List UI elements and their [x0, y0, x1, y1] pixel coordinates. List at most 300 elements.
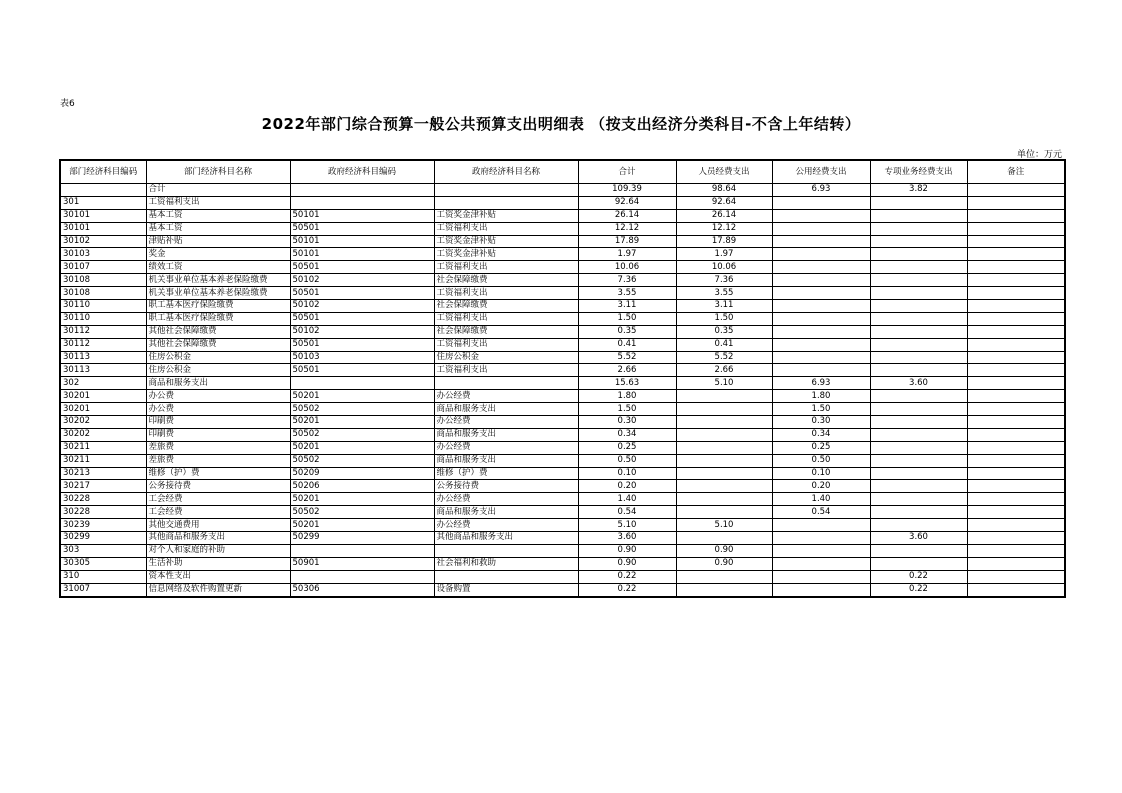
cell-remarks — [967, 235, 1065, 248]
table-body — [60, 184, 1065, 597]
cell-total: 0.30 — [578, 416, 676, 429]
cell-gov-econ-code — [290, 377, 434, 390]
cell-public: 0.20 — [772, 480, 870, 493]
cell-remarks — [967, 519, 1065, 532]
cell-gov-econ-code: 50102 — [290, 274, 434, 287]
cell-dept-econ-code: 30110 — [60, 300, 146, 313]
cell-gov-econ-name: 社会保障缴费 — [434, 274, 578, 287]
cell-gov-econ-code: 50501 — [290, 287, 434, 300]
cell-dept-econ-name: 对个人和家庭的补助 — [146, 544, 290, 557]
cell-dept-econ-code: 30107 — [60, 261, 146, 274]
cell-special — [870, 416, 967, 429]
cell-personnel: 17.89 — [676, 235, 772, 248]
cell-dept-econ-code: 30112 — [60, 325, 146, 338]
cell-total: 0.90 — [578, 544, 676, 557]
cell-gov-econ-name: 工资奖金津补贴 — [434, 235, 578, 248]
table-header-row — [60, 160, 1065, 184]
cell-remarks — [967, 390, 1065, 403]
cell-gov-econ-code: 50102 — [290, 325, 434, 338]
cell-gov-econ-name — [434, 377, 578, 390]
cell-dept-econ-name: 差旅费 — [146, 441, 290, 454]
header-remarks: 备注 — [967, 160, 1065, 184]
cell-gov-econ-code — [290, 570, 434, 583]
cell-gov-econ-code: 50201 — [290, 493, 434, 506]
table-row — [60, 428, 1065, 441]
cell-remarks — [967, 544, 1065, 557]
cell-public — [772, 235, 870, 248]
cell-dept-econ-code: 30112 — [60, 338, 146, 351]
cell-personnel: 92.64 — [676, 196, 772, 209]
cell-personnel: 2.66 — [676, 364, 772, 377]
cell-total: 26.14 — [578, 209, 676, 222]
cell-dept-econ-name: 其他社会保障缴费 — [146, 325, 290, 338]
header-gov-econ-name: 政府经济科目名称 — [434, 160, 578, 184]
cell-dept-econ-code: 30113 — [60, 364, 146, 377]
table-row — [60, 441, 1065, 454]
cell-public — [772, 312, 870, 325]
cell-gov-econ-name: 办公经费 — [434, 493, 578, 506]
cell-total: 0.25 — [578, 441, 676, 454]
cell-remarks — [967, 570, 1065, 583]
cell-gov-econ-name: 工资福利支出 — [434, 364, 578, 377]
cell-gov-econ-name: 设备购置 — [434, 583, 578, 596]
cell-personnel: 5.10 — [676, 377, 772, 390]
cell-remarks — [967, 184, 1065, 197]
unit-label: 单位：万元 — [1016, 150, 1062, 160]
cell-gov-econ-name: 工资福利支出 — [434, 312, 578, 325]
cell-public — [772, 544, 870, 557]
cell-gov-econ-name: 办公经费 — [434, 519, 578, 532]
table-row — [60, 454, 1065, 467]
cell-gov-econ-code: 50102 — [290, 300, 434, 313]
cell-gov-econ-code: 50501 — [290, 222, 434, 235]
cell-special — [870, 222, 967, 235]
cell-personnel — [676, 532, 772, 545]
header-gov-econ-code: 政府经济科目编码 — [290, 160, 434, 184]
cell-gov-econ-code: 50502 — [290, 506, 434, 519]
cell-dept-econ-code: 30202 — [60, 416, 146, 429]
cell-gov-econ-name: 社会保障缴费 — [434, 300, 578, 313]
cell-gov-econ-name — [434, 184, 578, 197]
cell-special — [870, 441, 967, 454]
header-public: 公用经费支出 — [772, 160, 870, 184]
table-row — [60, 235, 1065, 248]
cell-total: 0.90 — [578, 557, 676, 570]
cell-public — [772, 532, 870, 545]
cell-personnel — [676, 506, 772, 519]
cell-remarks — [967, 248, 1065, 261]
cell-dept-econ-name: 基本工资 — [146, 222, 290, 235]
cell-gov-econ-code: 50501 — [290, 261, 434, 274]
cell-dept-econ-name: 印刷费 — [146, 428, 290, 441]
cell-public — [772, 209, 870, 222]
cell-special: 0.22 — [870, 583, 967, 596]
table-row — [60, 532, 1065, 545]
cell-remarks — [967, 209, 1065, 222]
cell-special — [870, 544, 967, 557]
table-row — [60, 557, 1065, 570]
cell-dept-econ-code: 30110 — [60, 312, 146, 325]
cell-remarks — [967, 196, 1065, 209]
cell-special — [870, 506, 967, 519]
table-row — [60, 506, 1065, 519]
table-row — [60, 196, 1065, 209]
table-row — [60, 325, 1065, 338]
cell-dept-econ-name: 津贴补贴 — [146, 235, 290, 248]
cell-personnel — [676, 390, 772, 403]
cell-total: 1.80 — [578, 390, 676, 403]
cell-personnel: 3.11 — [676, 300, 772, 313]
cell-special — [870, 428, 967, 441]
table-row — [60, 480, 1065, 493]
cell-dept-econ-code: 30228 — [60, 493, 146, 506]
cell-remarks — [967, 300, 1065, 313]
cell-public: 0.34 — [772, 428, 870, 441]
cell-special — [870, 338, 967, 351]
cell-dept-econ-code: 30239 — [60, 519, 146, 532]
cell-gov-econ-code — [290, 196, 434, 209]
cell-gov-econ-name: 商品和服务支出 — [434, 506, 578, 519]
cell-total: 0.35 — [578, 325, 676, 338]
cell-special — [870, 209, 967, 222]
cell-public — [772, 261, 870, 274]
cell-total: 0.34 — [578, 428, 676, 441]
cell-public — [772, 557, 870, 570]
cell-gov-econ-code: 50206 — [290, 480, 434, 493]
table-row — [60, 390, 1065, 403]
cell-public: 1.80 — [772, 390, 870, 403]
cell-gov-econ-code: 50101 — [290, 209, 434, 222]
cell-dept-econ-name: 其他交通费用 — [146, 519, 290, 532]
cell-special — [870, 274, 967, 287]
table-row — [60, 364, 1065, 377]
cell-remarks — [967, 428, 1065, 441]
cell-remarks — [967, 377, 1065, 390]
cell-public: 1.40 — [772, 493, 870, 506]
cell-dept-econ-code: 30201 — [60, 403, 146, 416]
cell-total: 0.41 — [578, 338, 676, 351]
cell-total: 1.97 — [578, 248, 676, 261]
cell-gov-econ-code — [290, 544, 434, 557]
cell-dept-econ-code: 30202 — [60, 428, 146, 441]
cell-dept-econ-name: 其他商品和服务支出 — [146, 532, 290, 545]
cell-total: 2.66 — [578, 364, 676, 377]
cell-special — [870, 351, 967, 364]
cell-gov-econ-name: 公务接待费 — [434, 480, 578, 493]
header-dept-econ-code: 部门经济科目编码 — [60, 160, 146, 184]
cell-public — [772, 248, 870, 261]
table-number: 表6 — [60, 99, 75, 109]
cell-gov-econ-code: 50101 — [290, 248, 434, 261]
cell-public — [772, 287, 870, 300]
cell-gov-econ-name: 办公经费 — [434, 441, 578, 454]
cell-dept-econ-name: 合计 — [146, 184, 290, 197]
table-row — [60, 570, 1065, 583]
table-row — [60, 300, 1065, 313]
table-row — [60, 377, 1065, 390]
cell-special — [870, 467, 967, 480]
cell-dept-econ-code — [60, 184, 146, 197]
cell-remarks — [967, 441, 1065, 454]
cell-dept-econ-code: 30108 — [60, 287, 146, 300]
cell-gov-econ-name — [434, 570, 578, 583]
table-row — [60, 248, 1065, 261]
cell-special — [870, 300, 967, 313]
cell-public — [772, 583, 870, 596]
cell-dept-econ-name: 绩效工资 — [146, 261, 290, 274]
cell-dept-econ-name: 职工基本医疗保险缴费 — [146, 300, 290, 313]
budget-table — [59, 159, 1066, 598]
cell-dept-econ-name: 基本工资 — [146, 209, 290, 222]
table-row — [60, 338, 1065, 351]
cell-total: 109.39 — [578, 184, 676, 197]
cell-public — [772, 351, 870, 364]
table-row — [60, 287, 1065, 300]
cell-gov-econ-code: 50201 — [290, 390, 434, 403]
cell-public — [772, 570, 870, 583]
cell-personnel: 0.41 — [676, 338, 772, 351]
cell-public: 0.25 — [772, 441, 870, 454]
cell-remarks — [967, 493, 1065, 506]
cell-public — [772, 274, 870, 287]
cell-dept-econ-name: 机关事业单位基本养老保险缴费 — [146, 274, 290, 287]
cell-dept-econ-code: 30228 — [60, 506, 146, 519]
cell-special — [870, 364, 967, 377]
table-row — [60, 403, 1065, 416]
cell-remarks — [967, 467, 1065, 480]
cell-dept-econ-name: 生活补助 — [146, 557, 290, 570]
cell-special — [870, 403, 967, 416]
cell-gov-econ-code: 50502 — [290, 454, 434, 467]
cell-remarks — [967, 454, 1065, 467]
cell-personnel: 7.36 — [676, 274, 772, 287]
cell-special — [870, 196, 967, 209]
cell-remarks — [967, 364, 1065, 377]
cell-dept-econ-code: 30217 — [60, 480, 146, 493]
cell-dept-econ-code: 30211 — [60, 454, 146, 467]
cell-personnel — [676, 583, 772, 596]
cell-personnel: 1.97 — [676, 248, 772, 261]
table-row — [60, 184, 1065, 197]
cell-special — [870, 312, 967, 325]
cell-dept-econ-code: 30213 — [60, 467, 146, 480]
cell-gov-econ-name: 社会保障缴费 — [434, 325, 578, 338]
cell-dept-econ-name: 信息网络及软件购置更新 — [146, 583, 290, 596]
cell-personnel: 10.06 — [676, 261, 772, 274]
cell-total: 12.12 — [578, 222, 676, 235]
cell-total: 92.64 — [578, 196, 676, 209]
cell-gov-econ-name — [434, 544, 578, 557]
cell-total: 0.54 — [578, 506, 676, 519]
cell-public: 0.10 — [772, 467, 870, 480]
cell-personnel: 0.35 — [676, 325, 772, 338]
cell-gov-econ-code — [290, 184, 434, 197]
cell-gov-econ-name: 商品和服务支出 — [434, 428, 578, 441]
cell-gov-econ-code: 50201 — [290, 441, 434, 454]
cell-dept-econ-code: 30211 — [60, 441, 146, 454]
cell-dept-econ-code: 30102 — [60, 235, 146, 248]
cell-remarks — [967, 325, 1065, 338]
cell-gov-econ-code: 50201 — [290, 416, 434, 429]
cell-total: 0.22 — [578, 583, 676, 596]
cell-public — [772, 364, 870, 377]
cell-total: 1.40 — [578, 493, 676, 506]
cell-personnel — [676, 493, 772, 506]
cell-dept-econ-name: 商品和服务支出 — [146, 377, 290, 390]
header-total: 合计 — [578, 160, 676, 184]
cell-dept-econ-code: 301 — [60, 196, 146, 209]
cell-remarks — [967, 532, 1065, 545]
cell-special — [870, 287, 967, 300]
cell-dept-econ-name: 资本性支出 — [146, 570, 290, 583]
cell-dept-econ-name: 职工基本医疗保险缴费 — [146, 312, 290, 325]
cell-total: 0.50 — [578, 454, 676, 467]
cell-gov-econ-code: 50501 — [290, 364, 434, 377]
cell-remarks — [967, 287, 1065, 300]
header-dept-econ-name: 部门经济科目名称 — [146, 160, 290, 184]
cell-total: 10.06 — [578, 261, 676, 274]
cell-special — [870, 261, 967, 274]
cell-personnel: 26.14 — [676, 209, 772, 222]
cell-personnel — [676, 570, 772, 583]
cell-remarks — [967, 274, 1065, 287]
cell-total: 7.36 — [578, 274, 676, 287]
table-row — [60, 222, 1065, 235]
cell-total: 0.20 — [578, 480, 676, 493]
cell-gov-econ-code: 50502 — [290, 403, 434, 416]
cell-gov-econ-name: 办公经费 — [434, 416, 578, 429]
cell-gov-econ-name: 办公经费 — [434, 390, 578, 403]
cell-public: 6.93 — [772, 184, 870, 197]
cell-total: 3.55 — [578, 287, 676, 300]
cell-special — [870, 493, 967, 506]
cell-gov-econ-name: 工资福利支出 — [434, 222, 578, 235]
cell-dept-econ-code: 31007 — [60, 583, 146, 596]
cell-total: 1.50 — [578, 403, 676, 416]
cell-remarks — [967, 351, 1065, 364]
cell-dept-econ-code: 30101 — [60, 222, 146, 235]
cell-dept-econ-name: 印刷费 — [146, 416, 290, 429]
cell-personnel: 0.90 — [676, 544, 772, 557]
cell-gov-econ-name: 工资奖金津补贴 — [434, 209, 578, 222]
cell-remarks — [967, 338, 1065, 351]
cell-dept-econ-name: 工会经费 — [146, 506, 290, 519]
cell-personnel — [676, 403, 772, 416]
cell-dept-econ-code: 30299 — [60, 532, 146, 545]
cell-dept-econ-name: 工会经费 — [146, 493, 290, 506]
cell-gov-econ-code: 50306 — [290, 583, 434, 596]
table-row — [60, 583, 1065, 596]
cell-dept-econ-code: 30201 — [60, 390, 146, 403]
page-title: 2022年部门综合预算一般公共预算支出明细表 （按支出经济分类科目-不含上年结转） — [261, 115, 861, 133]
cell-dept-econ-code: 30113 — [60, 351, 146, 364]
cell-total: 17.89 — [578, 235, 676, 248]
cell-dept-econ-code: 30108 — [60, 274, 146, 287]
cell-gov-econ-name: 工资奖金津补贴 — [434, 248, 578, 261]
cell-gov-econ-code: 50502 — [290, 428, 434, 441]
cell-total: 0.10 — [578, 467, 676, 480]
cell-gov-econ-code: 50501 — [290, 312, 434, 325]
cell-gov-econ-code: 50209 — [290, 467, 434, 480]
cell-gov-econ-code: 50901 — [290, 557, 434, 570]
cell-remarks — [967, 261, 1065, 274]
cell-public: 0.50 — [772, 454, 870, 467]
cell-special: 0.22 — [870, 570, 967, 583]
cell-gov-econ-code: 50103 — [290, 351, 434, 364]
cell-gov-econ-code: 50299 — [290, 532, 434, 545]
table-row — [60, 467, 1065, 480]
cell-total: 5.10 — [578, 519, 676, 532]
cell-gov-econ-name — [434, 196, 578, 209]
cell-gov-econ-name: 维修（护）费 — [434, 467, 578, 480]
cell-remarks — [967, 403, 1065, 416]
cell-dept-econ-name: 公务接待费 — [146, 480, 290, 493]
cell-personnel: 1.50 — [676, 312, 772, 325]
cell-gov-econ-name: 商品和服务支出 — [434, 454, 578, 467]
cell-personnel: 5.52 — [676, 351, 772, 364]
table-row — [60, 312, 1065, 325]
cell-total: 3.11 — [578, 300, 676, 313]
cell-dept-econ-name: 差旅费 — [146, 454, 290, 467]
cell-dept-econ-code: 303 — [60, 544, 146, 557]
cell-dept-econ-name: 住房公积金 — [146, 364, 290, 377]
table-row — [60, 544, 1065, 557]
cell-remarks — [967, 312, 1065, 325]
table-row — [60, 493, 1065, 506]
cell-special — [870, 325, 967, 338]
cell-dept-econ-name: 机关事业单位基本养老保险缴费 — [146, 287, 290, 300]
cell-dept-econ-code: 30305 — [60, 557, 146, 570]
cell-personnel — [676, 480, 772, 493]
cell-dept-econ-name: 办公费 — [146, 390, 290, 403]
cell-special — [870, 235, 967, 248]
cell-remarks — [967, 416, 1065, 429]
cell-special — [870, 557, 967, 570]
cell-dept-econ-code: 30103 — [60, 248, 146, 261]
cell-remarks — [967, 480, 1065, 493]
cell-dept-econ-name: 办公费 — [146, 403, 290, 416]
cell-total: 5.52 — [578, 351, 676, 364]
cell-dept-econ-name: 维修（护）费 — [146, 467, 290, 480]
cell-personnel — [676, 428, 772, 441]
cell-remarks — [967, 222, 1065, 235]
cell-total: 0.22 — [578, 570, 676, 583]
cell-personnel — [676, 454, 772, 467]
cell-gov-econ-code: 50501 — [290, 338, 434, 351]
cell-personnel — [676, 441, 772, 454]
cell-dept-econ-name: 工资福利支出 — [146, 196, 290, 209]
cell-personnel: 0.90 — [676, 557, 772, 570]
table-row — [60, 209, 1065, 222]
table-row — [60, 261, 1065, 274]
cell-gov-econ-code: 50201 — [290, 519, 434, 532]
cell-gov-econ-code: 50101 — [290, 235, 434, 248]
cell-special — [870, 519, 967, 532]
cell-public: 0.54 — [772, 506, 870, 519]
cell-personnel: 98.64 — [676, 184, 772, 197]
header-personnel: 人员经费支出 — [676, 160, 772, 184]
cell-public: 0.30 — [772, 416, 870, 429]
cell-remarks — [967, 506, 1065, 519]
table-row — [60, 416, 1065, 429]
cell-personnel — [676, 416, 772, 429]
table-row — [60, 519, 1065, 532]
cell-public: 1.50 — [772, 403, 870, 416]
cell-public — [772, 325, 870, 338]
header-special: 专项业务经费支出 — [870, 160, 967, 184]
cell-gov-econ-name: 工资福利支出 — [434, 338, 578, 351]
cell-gov-econ-name: 工资福利支出 — [434, 261, 578, 274]
